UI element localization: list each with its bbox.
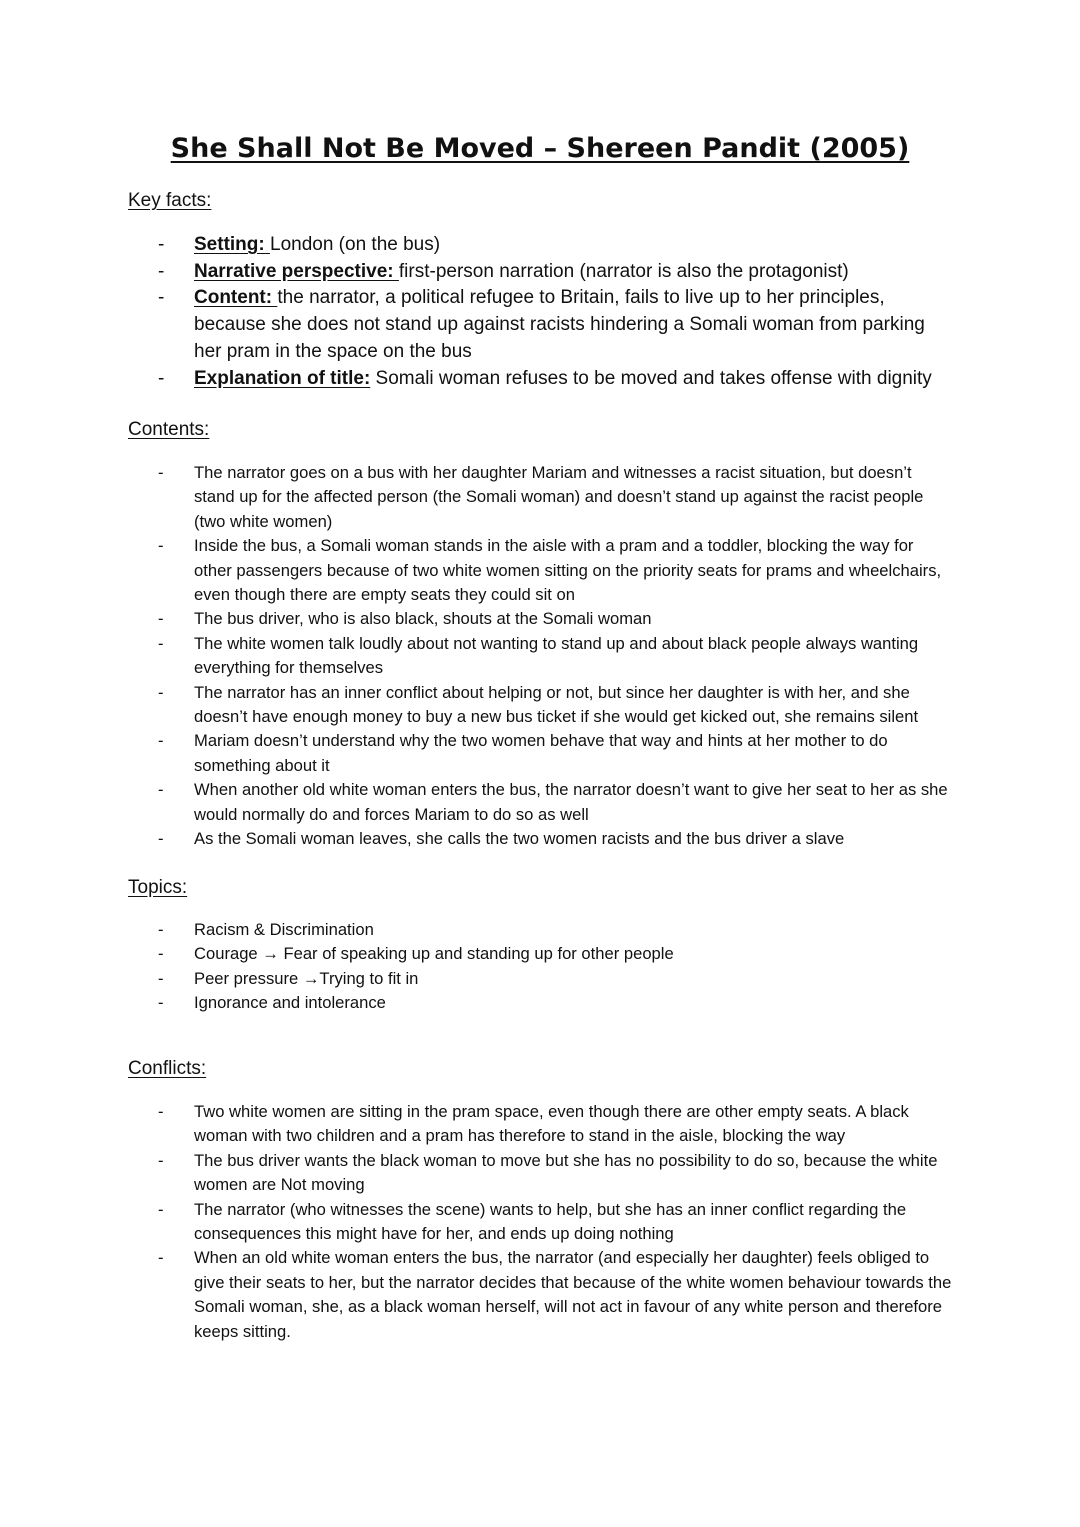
contents-heading: Contents:: [128, 419, 210, 440]
item-text: Mariam doesn’t understand why the two women behave that way and hints at her mother to do something about it: [194, 731, 888, 775]
list-item: - The narrator goes on a bus with her daughter Mariam and witnesses a racist situation, but doesn’t stand up for the affected person (the Somali woman) and doesn’t stand up against the racist people (two white women): [158, 463, 924, 531]
list-item: - Ignorance and intolerance: [158, 993, 386, 1013]
list-item: - As the Somali woman leaves, she calls the two women racists and the bus driver a slave: [158, 829, 845, 849]
list-item: - Content: the narrator, a political refugee to Britain, fails to live up to her principles, because she does not stand up against racists hindering a Somali woman from parking her pram in the space on the bus: [158, 287, 925, 362]
item-text: The bus driver, who is also black, shouts at the Somali woman: [194, 609, 652, 629]
list-item: - Narrative perspective: first-person narration (narrator is also the protagonist): [158, 260, 849, 282]
list-item: - Inside the bus, a Somali woman stands in the aisle with a pram and a toddler, blocking the way for other passengers because of two white women sitting on the priority seats for prams and wheelchairs, even though there are empty seats they could sit on: [158, 536, 942, 605]
item-text: Peer pressure →Trying to fit in: [194, 968, 419, 988]
item-text: London (on the bus): [270, 234, 441, 255]
item-text: The narrator (who witnesses the scene) wants to help, but she has an inner conflict regarding the consequences this might have for her, and ends up doing nothing: [194, 1199, 907, 1244]
list-item: - Explanation of title: Somali woman refuses to be moved and takes offense with dignity: [158, 367, 932, 389]
list-item: - The narrator has an inner conflict about helping or not, but since her daughter is with her, and she doesn’t have enough money to buy a new bus ticket if she would get kicked out, she remains silent: [158, 682, 919, 727]
list-item: - Courage → Fear of speaking up and standing up for other people: [158, 944, 674, 964]
item-text: The narrator goes on a bus with her daughter Mariam and witnesses a racist situation, but doesn’t stand up for the affected person (the Somali woman) and doesn’t stand up against the racist people (two white women): [194, 463, 924, 531]
item-label: Content:: [194, 287, 278, 309]
item-label: Narrative perspective:: [194, 260, 399, 282]
contents-list: [0, 461, 954, 852]
list-item: - Mariam doesn’t understand why the two women behave that way and hints at her mother to do something about it: [158, 731, 888, 775]
list-item: - The white women talk loudly about not wanting to stand up and about black people always wanting everything for themselves: [158, 633, 919, 678]
item-text: Racism & Discrimination: [194, 920, 374, 939]
item-label: Setting:: [194, 234, 270, 255]
topics-heading: Topics:: [128, 877, 188, 898]
item-text: Inside the bus, a Somali woman stands in the aisle with a pram and a toddler, blocking the way for other passengers because of two white women sitting on the priority seats for prams and wheelchairs, even though there are empty seats they could sit on: [194, 536, 942, 605]
item-text: Somali woman refuses to be moved and takes offense with dignity: [370, 367, 932, 389]
conflicts-heading: Conflicts:: [128, 1058, 207, 1079]
list-item: - Setting: London (on the bus): [158, 234, 441, 255]
item-text: When another old white woman enters the bus, the narrator doesn’t want to give her seat to her as she would normally do and forces Mariam to do so as well: [194, 780, 948, 824]
list-item: - The bus driver wants the black woman to move but she has no possibility to do so, because the white women are Not moving: [158, 1150, 938, 1195]
item-text: The bus driver wants the black woman to move but she has no possibility to do so, because the white women are Not moving: [194, 1150, 938, 1195]
item-text: The white women talk loudly about not wanting to stand up and about black people always wanting everything for themselves: [194, 633, 919, 678]
item-text: When an old white woman enters the bus, the narrator (and especially her daughter) feels obliged to give their seats to her, but the narrator decides that because of the white women behaviour towards the Somali woman, she, as a black woman herself, will not act in favour of any white person and therefore keeps sitting.: [194, 1248, 952, 1341]
key-facts-list: [0, 232, 954, 392]
list-item: - The bus driver, who is also black, shouts at the Somali woman: [158, 609, 652, 629]
list-item: - When another old white woman enters the bus, the narrator doesn’t want to give her seat to her as she would normally do and forces Mariam to do so as well: [158, 780, 948, 824]
key-facts-heading: Key facts:: [128, 190, 212, 211]
conflicts-list: [0, 1100, 954, 1344]
item-text: first-person narration (narrator is also the protagonist): [398, 260, 849, 282]
item-text: As the Somali woman leaves, she calls the two women racists and the bus driver a slave: [194, 829, 845, 849]
list-item: - Two white women are sitting in the pram space, even though there are other empty seats. A black woman with two children and a pram has therefore to stand in the aisle, blocking the way: [158, 1102, 909, 1146]
item-text: Two white women are sitting in the pram space, even though there are other empty seats. A black woman with two children and a pram has therefore to stand in the aisle, blocking the way: [194, 1102, 909, 1146]
list-item: - The narrator (who witnesses the scene) wants to help, but she has an inner conflict regarding the consequences this might have for her, and ends up doing nothing: [158, 1199, 907, 1244]
list-item: - When an old white woman enters the bus, the narrator (and especially her daughter) feels obliged to give their seats to her, but the narrator decides that because of the white women behaviour towards the Somali woman, she, as a black woman herself, will not act in favour of any white person and therefore keeps sitting.: [158, 1248, 952, 1341]
topics-list: [0, 918, 954, 1016]
item-text: Courage → Fear of speaking up and standing up for other people: [194, 944, 674, 964]
item-text: Ignorance and intolerance: [194, 993, 386, 1013]
list-item: - Racism & Discrimination: [158, 920, 374, 939]
item-text: the narrator, a political refugee to Britain, fails to live up to her principles, because she does not stand up against racists hindering a Somali woman from parking her pram in the space on the bus: [194, 287, 925, 362]
item-label: Explanation of title:: [194, 367, 371, 389]
page-title: She Shall Not Be Moved – Shereen Pandit (2005): [170, 133, 910, 164]
item-text: The narrator has an inner conflict about helping or not, but since her daughter is with her, and she doesn’t have enough money to buy a new bus ticket if she would get kicked out, she remains silent: [194, 682, 919, 727]
list-item: - Peer pressure →Trying to fit in: [158, 968, 419, 988]
